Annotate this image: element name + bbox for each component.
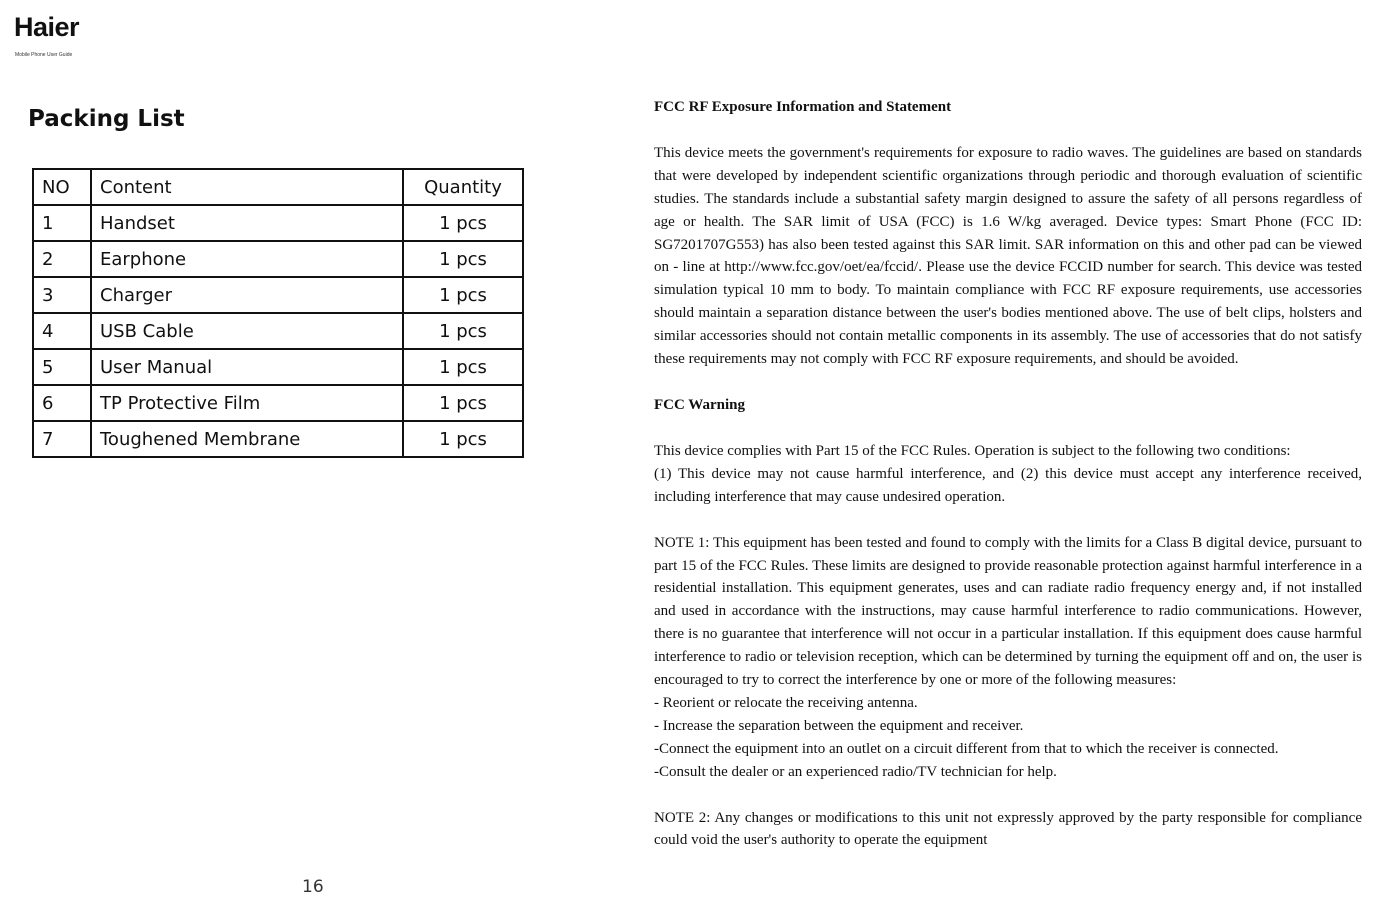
header-quantity: Quantity	[403, 169, 523, 205]
cell-content: Toughened Membrane	[91, 421, 403, 457]
brand-subtitle: Mobile Phone User Guide	[15, 52, 73, 58]
list-item: - Increase the separation between the equipment and receiver.	[654, 717, 1024, 734]
cell-no: 3	[33, 277, 91, 313]
measures-list	[654, 692, 1362, 784]
cell-content: TP Protective Film	[91, 385, 403, 421]
packing-list-title: Packing List	[28, 106, 185, 132]
cell-quantity: 1 pcs	[403, 313, 523, 349]
note-1: NOTE 1: This equipment has been tested and found to comply with the limits for a Class B digital device, pursuant to part 15 of the FCC Rules. These limits are designed to provide reasonable protection against harmful interference in a residential installation. This equipment generates, uses and can radiate radio frequency energy and, if not installed and used in accordance with the instructions, may cause harmful interference to radio communications. However, there is no guarantee that interference will not occur in a particular installation. If this equipment does cause harmful interference to radio or television reception, which can be determined by turning the equipment off and on, the user is encouraged to try to correct the interference by one or more of the following measures:	[654, 534, 1362, 689]
cell-no: 4	[33, 313, 91, 349]
cell-no: 7	[33, 421, 91, 457]
cell-no: 2	[33, 241, 91, 277]
brand-logo: Haier	[14, 12, 80, 42]
fcc-warning-heading: FCC Warning	[654, 396, 745, 413]
cell-quantity: 1 pcs	[403, 205, 523, 241]
cell-content: Earphone	[91, 241, 403, 277]
fcc-warning-line-1: This device complies with Part 15 of the FCC Rules. Operation is subject to the following two conditions:	[654, 442, 1291, 459]
table-row	[33, 277, 523, 313]
cell-no: 6	[33, 385, 91, 421]
left-page	[0, 0, 620, 921]
rf-exposure-body: This device meets the government's requirements for exposure to radio waves. The guidelines are based on standards that were developed by independent scientific organizations through periodic and thorough evaluation of scientific studies. The standards include a substantial safety margin designed to assure the safety of all persons regardless of age or health. The SAR limit of USA (FCC) is 1.6 W/kg averaged. Device types: Smart Phone (FCC ID: SG7201707G553) has also been tested against this SAR limit. SAR information on this and other pad can be viewed on - line at http://www.fcc.gov/oet/ea/fccid/. Please use the device FCCID number for search. This device was tested simulation typical 10 mm to body. To maintain compliance with FCC RF exposure requirements, use accessories should maintain a separation distance between the user's bodies mentioned above. The use of belt clips, holsters and similar accessories should not contain metallic components in its assembly. The use of accessories that do not satisfy these requirements may not comply with FCC RF exposure requirements, and should be avoided.	[654, 144, 1362, 368]
page-number: 16	[302, 877, 324, 897]
header-no: NO	[33, 169, 91, 205]
table-row	[33, 385, 523, 421]
table-header-row	[33, 169, 523, 205]
table-row	[33, 241, 523, 277]
cell-quantity: 1 pcs	[403, 277, 523, 313]
table-row	[33, 421, 523, 457]
cell-no: 1	[33, 205, 91, 241]
note-2: NOTE 2: Any changes or modifications to this unit not expressly approved by the party responsible for compliance could void the user's authority to operate the equipment	[654, 809, 1362, 849]
right-page	[654, 96, 1362, 852]
cell-content: Charger	[91, 277, 403, 313]
cell-no: 5	[33, 349, 91, 385]
list-item: -Consult the dealer or an experienced radio/TV technician for help.	[654, 763, 1057, 780]
rf-exposure-heading: FCC RF Exposure Information and Statement	[654, 99, 952, 115]
table-row	[33, 349, 523, 385]
header-content: Content	[91, 169, 403, 205]
cell-quantity: 1 pcs	[403, 349, 523, 385]
list-item: -Connect the equipment into an outlet on a circuit different from that to which the receiver is connected.	[654, 740, 1279, 757]
cell-content: USB Cable	[91, 313, 403, 349]
cell-content: Handset	[91, 205, 403, 241]
cell-content: User Manual	[91, 349, 403, 385]
cell-quantity: 1 pcs	[403, 421, 523, 457]
fcc-warning-line-2: (1) This device may not cause harmful interference, and (2) this device must accept any interference received, including interference that may cause undesired operation.	[654, 465, 1362, 505]
cell-quantity: 1 pcs	[403, 385, 523, 421]
packing-list-table	[32, 168, 524, 458]
cell-quantity: 1 pcs	[403, 241, 523, 277]
list-item: - Reorient or relocate the receiving antenna.	[654, 694, 918, 711]
table-row	[33, 205, 523, 241]
table-row	[33, 313, 523, 349]
